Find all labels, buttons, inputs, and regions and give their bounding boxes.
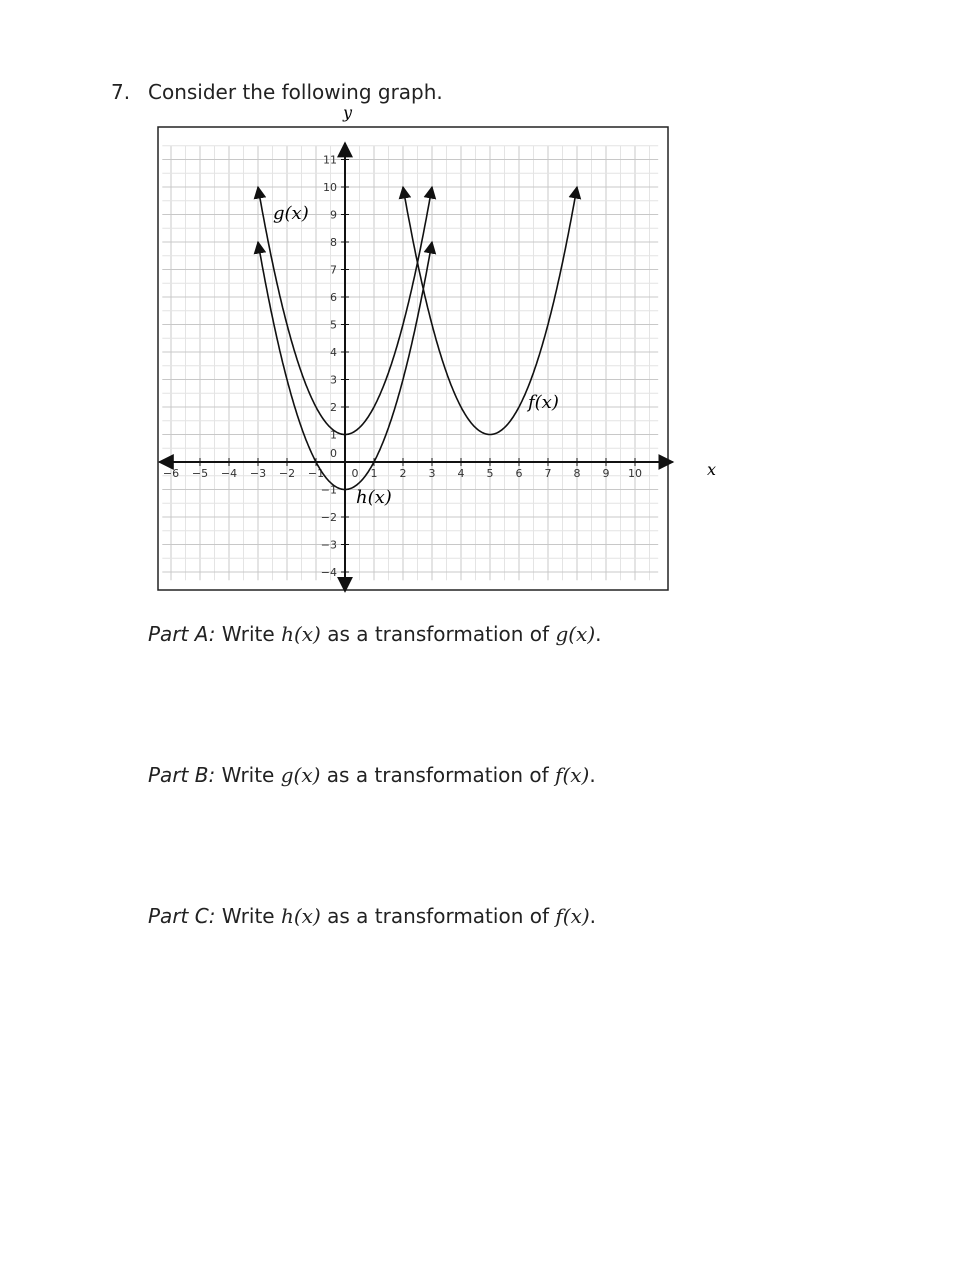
- y-tick-label: 4: [330, 346, 337, 359]
- y-axis-label: y: [343, 103, 353, 122]
- x-tick-label: 5: [486, 467, 494, 480]
- x-tick-label: 7: [544, 467, 552, 480]
- part-a-end: .: [595, 622, 602, 646]
- parabola-graph: [150, 100, 730, 600]
- x-tick-label: 0: [351, 467, 359, 480]
- y-tick-label: 5: [330, 318, 337, 332]
- y-tick-label: −1: [320, 483, 337, 497]
- question-number: 7.: [111, 80, 131, 104]
- part-b-label: Part B:: [148, 763, 216, 787]
- part-a-label: Part A:: [148, 622, 216, 646]
- x-tick-label: 1: [370, 467, 378, 480]
- y-tick-label: 8: [330, 236, 337, 249]
- x-tick-label: −4: [220, 467, 238, 480]
- part-b-subject: g(x): [280, 763, 321, 787]
- y-tick-label: 9: [330, 208, 337, 222]
- x-tick-label: 8: [573, 467, 581, 480]
- part-b-pre: Write: [221, 763, 275, 787]
- y-tick-label: 2: [330, 401, 337, 414]
- y-tick-label: 0: [330, 447, 337, 460]
- y-tick-label: 3: [330, 373, 337, 387]
- y-tick-label: −2: [320, 511, 337, 524]
- y-tick-label: 7: [330, 263, 337, 277]
- y-tick-label: −4: [320, 566, 337, 579]
- part-a-mid: as a transformation of: [327, 622, 550, 646]
- x-tick-label: −6: [162, 467, 180, 480]
- part-a-subject: h(x): [281, 622, 321, 646]
- x-tick-label: −5: [191, 467, 209, 480]
- part-c-end: .: [589, 904, 597, 928]
- x-tick-label: −1: [307, 467, 325, 480]
- x-tick-label: 9: [602, 467, 610, 480]
- y-tick-label: 6: [330, 291, 337, 304]
- part-c-subject: h(x): [280, 904, 321, 928]
- x-tick-label: 3: [428, 467, 436, 480]
- part-c-pre: Write: [221, 904, 275, 928]
- x-tick-label: 10: [628, 467, 642, 480]
- part-b-end: .: [589, 763, 596, 787]
- x-tick-label: 2: [399, 467, 407, 480]
- part-b-mid: as a transformation of: [326, 763, 549, 787]
- part-a-pre: Write: [221, 622, 275, 646]
- g-label: g(x): [273, 203, 309, 224]
- question-prompt: Consider the following graph.: [148, 80, 443, 104]
- part-b-object: f(x): [555, 763, 590, 787]
- x-tick-label: 6: [515, 467, 523, 480]
- f-label: f(x): [528, 392, 559, 413]
- x-tick-label: −3: [249, 467, 267, 480]
- part-c-object: f(x): [555, 904, 590, 928]
- y-tick-label: 10: [323, 181, 337, 194]
- y-tick-label: 11: [323, 153, 337, 167]
- part-c-mid: as a transformation of: [327, 904, 550, 928]
- part-a: [148, 622, 602, 646]
- y-tick-label: 1: [330, 428, 337, 442]
- part-c: [148, 904, 596, 928]
- y-tick-label: −3: [320, 538, 337, 552]
- part-b: [148, 763, 596, 787]
- part-a-object: g(x): [555, 622, 596, 646]
- part-c-label: Part C:: [148, 904, 216, 928]
- x-axis-label: x: [707, 460, 717, 479]
- h-label: h(x): [356, 487, 392, 508]
- x-tick-label: −2: [278, 467, 296, 480]
- x-tick-label: 4: [457, 467, 465, 480]
